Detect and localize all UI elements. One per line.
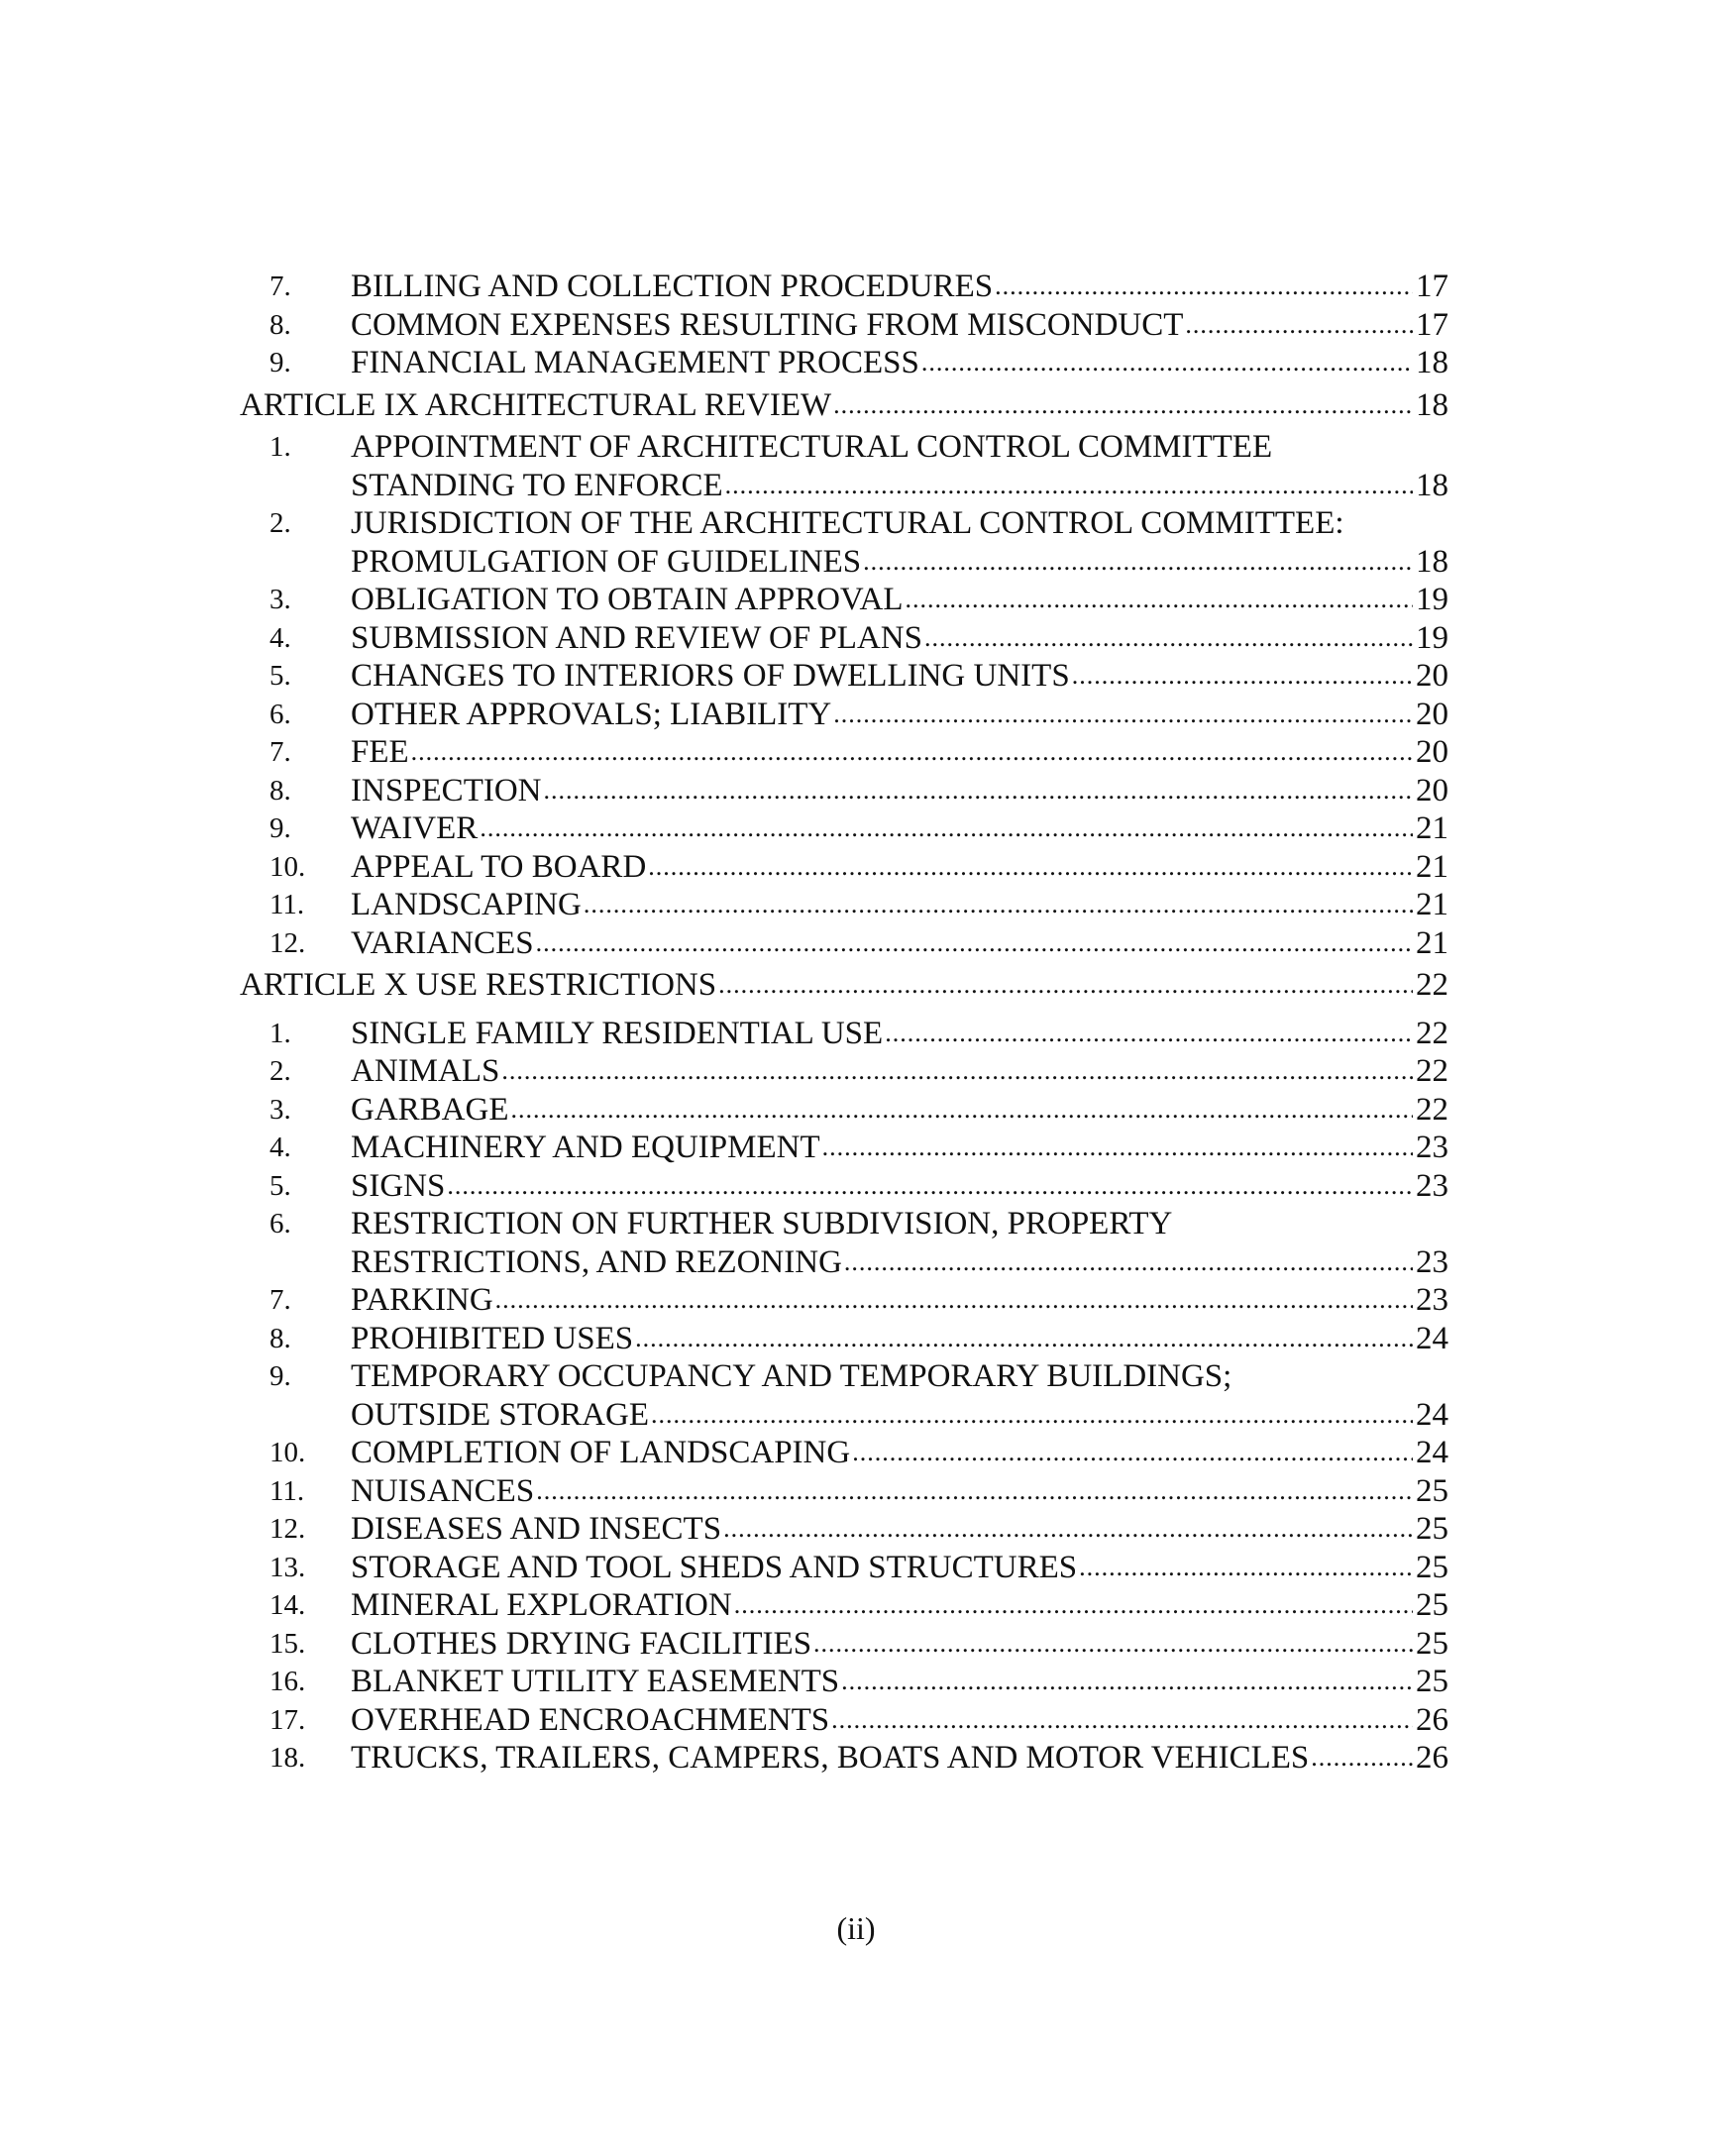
entry-page: 20 — [1416, 696, 1448, 732]
toc-entry — [240, 1625, 1448, 1664]
article-title: ARTICLE IX ARCHITECTURAL REVIEW — [240, 386, 832, 423]
entry-page: 25 — [1416, 1664, 1448, 1699]
toc-entry — [240, 696, 1448, 734]
entry-title: VARIANCES — [351, 924, 534, 961]
entry-page: 26 — [1416, 1701, 1448, 1738]
entry-title: RESTRICTION ON FURTHER SUBDIVISION, PROPERTY — [351, 1206, 1173, 1241]
toc-entry — [240, 1472, 1448, 1511]
entry-number: 12. — [269, 926, 306, 959]
dot-leader — [447, 1167, 1413, 1206]
entry-page: 25 — [1416, 1511, 1448, 1547]
entry-number: 15. — [269, 1627, 306, 1660]
entry-page: 22 — [1416, 1053, 1448, 1089]
toc-entry — [240, 1205, 1448, 1281]
toc-entry — [240, 1357, 1448, 1434]
entry-title: GARBAGE — [351, 1091, 509, 1128]
dot-leader — [725, 467, 1413, 505]
dot-leader — [924, 619, 1413, 658]
entry-number: 4. — [269, 621, 291, 654]
dot-leader — [822, 1129, 1413, 1167]
entry-page: 21 — [1416, 848, 1448, 885]
entry-title: FEE — [351, 734, 409, 770]
entry-title: WAIVER — [351, 810, 479, 846]
dot-leader — [831, 1701, 1413, 1740]
dot-leader — [813, 1625, 1413, 1664]
entry-title: STORAGE AND TOOL SHEDS AND STRUCTURES — [351, 1549, 1078, 1585]
dot-leader — [584, 886, 1413, 924]
entry-number: 9. — [269, 812, 291, 844]
entry-page: 20 — [1416, 734, 1448, 770]
entry-number: 12. — [269, 1513, 306, 1545]
toc-entry — [240, 1281, 1448, 1320]
dot-leader — [651, 1396, 1413, 1435]
dot-leader — [833, 386, 1413, 425]
dot-leader — [841, 1663, 1413, 1701]
entry-title: APPOINTMENT OF ARCHITECTURAL CONTROL COMMITTEE — [351, 429, 1273, 465]
entry-number: 9. — [269, 347, 291, 378]
entry-title-continued: PROMULGATION OF GUIDELINES — [351, 543, 862, 580]
toc-entry — [240, 1701, 1448, 1740]
dot-leader — [536, 924, 1413, 963]
entry-page: 24 — [1416, 1396, 1448, 1433]
dot-leader — [921, 344, 1413, 382]
entry-number: 7. — [269, 736, 291, 768]
entry-title: SIGNS — [351, 1167, 446, 1204]
entry-number: 1. — [269, 431, 291, 463]
entry-page: 26 — [1416, 1740, 1448, 1776]
entry-number: 7. — [269, 270, 291, 302]
entry-page: 20 — [1416, 658, 1448, 694]
dot-leader — [1072, 657, 1413, 696]
toc-entry — [240, 1739, 1448, 1778]
entry-number: 6. — [269, 1208, 291, 1240]
dot-leader — [833, 696, 1413, 734]
dot-leader — [995, 268, 1413, 306]
entry-page: 25 — [1416, 1625, 1448, 1662]
toc-entry — [240, 657, 1448, 696]
toc-entry — [240, 1586, 1448, 1625]
toc-entry — [240, 1549, 1448, 1587]
entry-page: 18 — [1416, 345, 1448, 380]
toc-entry — [240, 1320, 1448, 1358]
entry-number: 11. — [269, 1474, 305, 1507]
entry-page: 21 — [1416, 924, 1448, 961]
entry-page: 23 — [1416, 1167, 1448, 1204]
entry-page: 19 — [1416, 619, 1448, 656]
entry-title: INSPECTION — [351, 772, 542, 808]
toc-entry — [240, 428, 1448, 504]
toc-entry — [240, 809, 1448, 848]
entry-title: CHANGES TO INTERIORS OF DWELLING UNITS — [351, 658, 1070, 694]
entry-number: 16. — [269, 1666, 306, 1697]
entry-title-continued: OUTSIDE STORAGE — [351, 1396, 649, 1433]
dot-leader — [906, 581, 1414, 619]
entry-number: 14. — [269, 1589, 306, 1621]
dot-leader — [511, 1091, 1413, 1130]
toc-entry — [240, 268, 1448, 306]
entry-page: 25 — [1416, 1587, 1448, 1623]
entry-page: 24 — [1416, 1320, 1448, 1356]
dot-leader — [718, 966, 1413, 1005]
entry-title: SUBMISSION AND REVIEW OF PLANS — [351, 619, 922, 656]
entry-title: BILLING AND COLLECTION PROCEDURES — [351, 269, 994, 304]
entry-number: 10. — [269, 850, 306, 883]
toc-entry — [240, 1510, 1448, 1549]
entry-title: TRUCKS, TRAILERS, CAMPERS, BOATS AND MOTOR VEHICLES — [351, 1740, 1310, 1776]
dot-leader — [411, 733, 1413, 772]
dot-leader — [495, 1281, 1413, 1320]
entry-number: 11. — [269, 889, 305, 920]
toc-entry — [240, 772, 1448, 810]
entry-number: 5. — [269, 660, 291, 692]
toc-entry — [240, 924, 1448, 963]
dot-leader — [536, 1472, 1413, 1511]
entry-number: 8. — [269, 308, 291, 341]
toc-entry — [240, 581, 1448, 619]
dot-leader — [1311, 1739, 1413, 1778]
article-title: ARTICLE X USE RESTRICTIONS — [240, 967, 717, 1003]
entry-number: 7. — [269, 1284, 291, 1316]
entry-title: OTHER APPROVALS; LIABILITY — [351, 696, 832, 732]
entry-title: OBLIGATION TO OBTAIN APPROVAL — [351, 582, 904, 617]
toc-entry — [240, 619, 1448, 658]
toc-entry — [240, 1091, 1448, 1130]
entry-page: 22 — [1416, 1015, 1448, 1051]
dot-leader — [852, 1434, 1413, 1472]
entry-number: 1. — [269, 1017, 291, 1049]
entry-title: SINGLE FAMILY RESIDENTIAL USE — [351, 1015, 884, 1051]
entry-page: 18 — [1416, 467, 1448, 503]
entry-number: 17. — [269, 1703, 306, 1736]
dot-leader — [734, 1586, 1413, 1625]
entry-page: 17 — [1416, 269, 1448, 304]
entry-number: 13. — [269, 1551, 306, 1583]
entry-page: 24 — [1416, 1435, 1448, 1470]
entry-page: 21 — [1416, 810, 1448, 846]
toc-entry — [240, 1015, 1448, 1053]
entry-number: 18. — [269, 1742, 306, 1774]
entry-page: 20 — [1416, 772, 1448, 808]
dot-leader — [844, 1243, 1413, 1282]
entry-number: 10. — [269, 1437, 306, 1468]
entry-title: LANDSCAPING — [351, 887, 582, 922]
entry-number: 2. — [269, 507, 291, 539]
toc-article-heading — [240, 386, 1448, 425]
toc-article-heading — [240, 966, 1448, 1005]
entry-number: 8. — [269, 774, 291, 807]
dot-leader — [723, 1510, 1413, 1549]
dot-leader — [648, 848, 1413, 887]
entry-number: 9. — [269, 1360, 291, 1392]
entry-page: 22 — [1416, 967, 1448, 1003]
entry-number: 8. — [269, 1322, 291, 1354]
entry-number: 5. — [269, 1169, 291, 1202]
entry-title: PROHIBITED USES — [351, 1320, 634, 1356]
entry-page: 18 — [1416, 543, 1448, 580]
entry-title: COMPLETION OF LANDSCAPING — [351, 1435, 851, 1470]
table-of-contents — [240, 268, 1448, 1778]
entry-page: 22 — [1416, 1091, 1448, 1128]
entry-page: 23 — [1416, 1130, 1448, 1165]
entry-page: 25 — [1416, 1472, 1448, 1509]
toc-entry — [240, 1434, 1448, 1472]
entry-title: CLOTHES DRYING FACILITIES — [351, 1625, 812, 1662]
entry-page: 19 — [1416, 582, 1448, 617]
toc-entry — [240, 848, 1448, 887]
toc-entry — [240, 344, 1448, 382]
toc-entry — [240, 504, 1448, 581]
entry-title: FINANCIAL MANAGEMENT PROCESS — [351, 345, 919, 380]
entry-page: 23 — [1416, 1282, 1448, 1318]
dot-leader — [885, 1015, 1413, 1053]
entry-number: 2. — [269, 1055, 291, 1087]
entry-title: MACHINERY AND EQUIPMENT — [351, 1130, 820, 1165]
dot-leader — [1079, 1549, 1413, 1587]
entry-page: 25 — [1416, 1549, 1448, 1585]
entry-title-continued: STANDING TO ENFORCE — [351, 467, 723, 503]
dot-leader — [1185, 306, 1413, 345]
entry-title: OVERHEAD ENCROACHMENTS — [351, 1701, 830, 1738]
entry-number: 3. — [269, 1093, 291, 1126]
entry-number: 4. — [269, 1132, 291, 1163]
toc-entry — [240, 1663, 1448, 1701]
dot-leader — [501, 1052, 1413, 1091]
entry-title: PARKING — [351, 1282, 493, 1318]
entry-page: 23 — [1416, 1243, 1448, 1280]
toc-entry — [240, 1052, 1448, 1091]
entry-title: BLANKET UTILITY EASEMENTS — [351, 1664, 840, 1699]
toc-entry — [240, 886, 1448, 924]
dot-leader — [863, 543, 1413, 582]
entry-title: MINERAL EXPLORATION — [351, 1587, 732, 1623]
entry-page: 17 — [1416, 306, 1448, 343]
entry-title: ANIMALS — [351, 1053, 500, 1089]
entry-title: DISEASES AND INSECTS — [351, 1511, 722, 1547]
entry-title: APPEAL TO BOARD — [351, 848, 647, 885]
dot-leader — [480, 809, 1413, 848]
toc-entry — [240, 1129, 1448, 1167]
entry-page: 21 — [1416, 887, 1448, 922]
page-number-footer: (ii) — [836, 1910, 876, 1946]
toc-entry — [240, 733, 1448, 772]
dot-leader — [635, 1320, 1413, 1358]
entry-number: 6. — [269, 698, 291, 730]
toc-entry — [240, 1167, 1448, 1206]
dot-leader — [544, 772, 1413, 810]
entry-title: JURISDICTION OF THE ARCHITECTURAL CONTROL COMMITTEE: — [351, 505, 1344, 541]
entry-title-continued: RESTRICTIONS, AND REZONING — [351, 1243, 842, 1280]
entry-title: NUISANCES — [351, 1472, 535, 1509]
entry-title: TEMPORARY OCCUPANCY AND TEMPORARY BUILDINGS; — [351, 1358, 1232, 1394]
entry-page: 18 — [1416, 386, 1448, 423]
entry-title: COMMON EXPENSES RESULTING FROM MISCONDUCT — [351, 306, 1184, 343]
entry-number: 3. — [269, 584, 291, 615]
toc-entry — [240, 306, 1448, 345]
